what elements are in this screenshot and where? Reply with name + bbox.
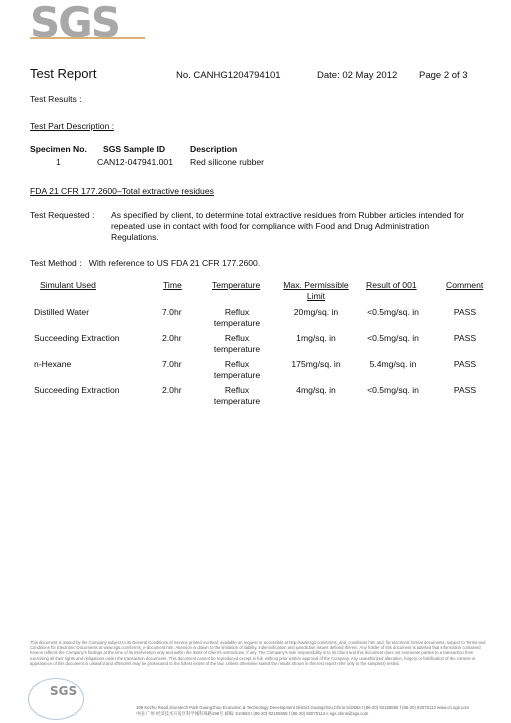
row1-temperature [205, 307, 269, 329]
address-line-1: 198 Kezhu Road,Scientech Park Guangzhou Economic & Technology Development District,Guangzhou,China 510663 t (86-20) 82155555 f (86-20) 82075113 www.cn.sgs.com [136, 705, 470, 710]
row4-limit: 4mg/sq. in [296, 385, 336, 395]
row2-temp-line-1: Reflux [224, 333, 250, 343]
header-limit-line-1: Max. Permissible [283, 280, 349, 290]
row4-result: <0.5mg/sq. in [367, 385, 419, 395]
report-title: Test Report [30, 66, 97, 81]
header-temperature: Temperature [212, 280, 261, 290]
test-method: Test Method : With reference to US FDA 21 CFR 177.2600. [30, 258, 261, 268]
row3-result: 5.4mg/sq. in [369, 359, 417, 369]
test-requested-text [111, 210, 491, 243]
description-value: Red silicone rubber [190, 157, 265, 167]
row3-temperature [205, 359, 269, 381]
row2-simulant: Succeeding Extraction [34, 333, 120, 343]
header-time: Time [163, 280, 182, 290]
row2-comment: PASS [453, 333, 477, 343]
section-title: FDA 21 CFR 177.2600–Total extractive residues [30, 186, 214, 196]
row1-simulant: Distilled Water [34, 307, 90, 317]
col-sample-id: SGS Sample ID [103, 144, 166, 154]
row3-temp-line-2: temperature [213, 370, 261, 380]
row3-time: 7.0hr [162, 359, 182, 369]
row1-comment: PASS [453, 307, 477, 317]
stamp-logo: SGS [50, 684, 78, 698]
row2-result: <0.5mg/sq. in [367, 333, 419, 343]
header-comment: Comment [446, 280, 484, 290]
row3-simulant: n-Hexane [34, 359, 72, 369]
header-limit [275, 280, 357, 302]
report-number: No. CANHG1204794101 [176, 70, 281, 81]
legal-disclaimer: This document is issued by the Company subject to its General Conditions of Service printed overleaf, available on request or accessible at http://www.sgs.com/terms_and_conditions.htm and, for electronic format documents, subject to Terms and Conditions for Electronic Documents at www.sgs.com/terms_e-document.htm. Attention is drawn to the limitation of liability, indemnification and jurisdiction issues defined therein. Any holder of this document is advised that information contained hereon reflects the Company's findings at the time of its intervention only and within the limits of Client's instructions, if any. The Company's sole responsibility is to its Client and this document does not exonerate parties to a transaction from exercising all their rights and obligations under the transaction documents. This document cannot be reproduced except in full, without prior written approval of the Company. Any unauthorized alteration, forgery or falsification of the content or appearance of this document is unlawful and offenders may be prosecuted to the fullest extent of the law. Unless otherwise stated the results shown in this test report refer only to the sample(s) tested. [30, 640, 486, 666]
company-address [136, 705, 496, 716]
row2-temperature [205, 333, 269, 355]
row1-result: <0.5mg/sq. in [367, 307, 419, 317]
test-results-label: Test Results : [30, 94, 82, 104]
test-requested-line-1: As specified by client, to determine total extractive residues from Rubber articles intended for [111, 210, 464, 220]
row4-temperature [205, 385, 269, 407]
address-line-2: 中国·广州·经济技术开发区科学城科珠路198号 邮编: 510663 t (86-20) 82155555 f (86-20) 82075113 e sgs.china@sgs.com [136, 710, 369, 716]
test-requested-line-3: Regulations. [111, 232, 159, 242]
row4-temp-line-1: Reflux [224, 385, 250, 395]
row1-temp-line-1: Reflux [224, 307, 250, 317]
row2-limit: 1mg/sq. in [296, 333, 336, 343]
row3-limit: 175mg/sq. in [291, 359, 341, 369]
row2-time: 2.0hr [162, 333, 182, 343]
header-simulant: Simulant Used [40, 280, 96, 290]
sample-id-value: CAN12-047941.001 [97, 157, 173, 167]
row3-temp-line-1: Reflux [224, 359, 250, 369]
row1-limit: 20mg/sq. in [293, 307, 339, 317]
row4-comment: PASS [453, 385, 477, 395]
row1-time: 7.0hr [162, 307, 182, 317]
row3-comment: PASS [453, 359, 477, 369]
row1-temp-line-2: temperature [213, 318, 261, 328]
logo-underline [30, 37, 145, 39]
page-number: Page 2 of 3 [419, 70, 468, 81]
row2-temp-line-2: temperature [213, 344, 261, 354]
header-result: Result of 001 [366, 280, 417, 290]
report-date: Date: 02 May 2012 [317, 70, 398, 81]
part-description-heading: Test Part Description : [30, 121, 115, 131]
sgs-logo: SGS [30, 0, 119, 47]
test-requested-line-2: repeated use in contact with food for compliance with Food and Drug Administration [111, 221, 430, 231]
row4-time: 2.0hr [162, 385, 182, 395]
col-description: Description [190, 144, 238, 154]
specimen-no-value: 1 [56, 157, 61, 167]
row4-simulant: Succeeding Extraction [34, 385, 120, 395]
row4-temp-line-2: temperature [213, 396, 261, 406]
col-specimen-no: Specimen No. [30, 144, 87, 154]
header-limit-line-2: Limit [306, 291, 326, 301]
test-requested-label: Test Requested : [30, 210, 95, 220]
